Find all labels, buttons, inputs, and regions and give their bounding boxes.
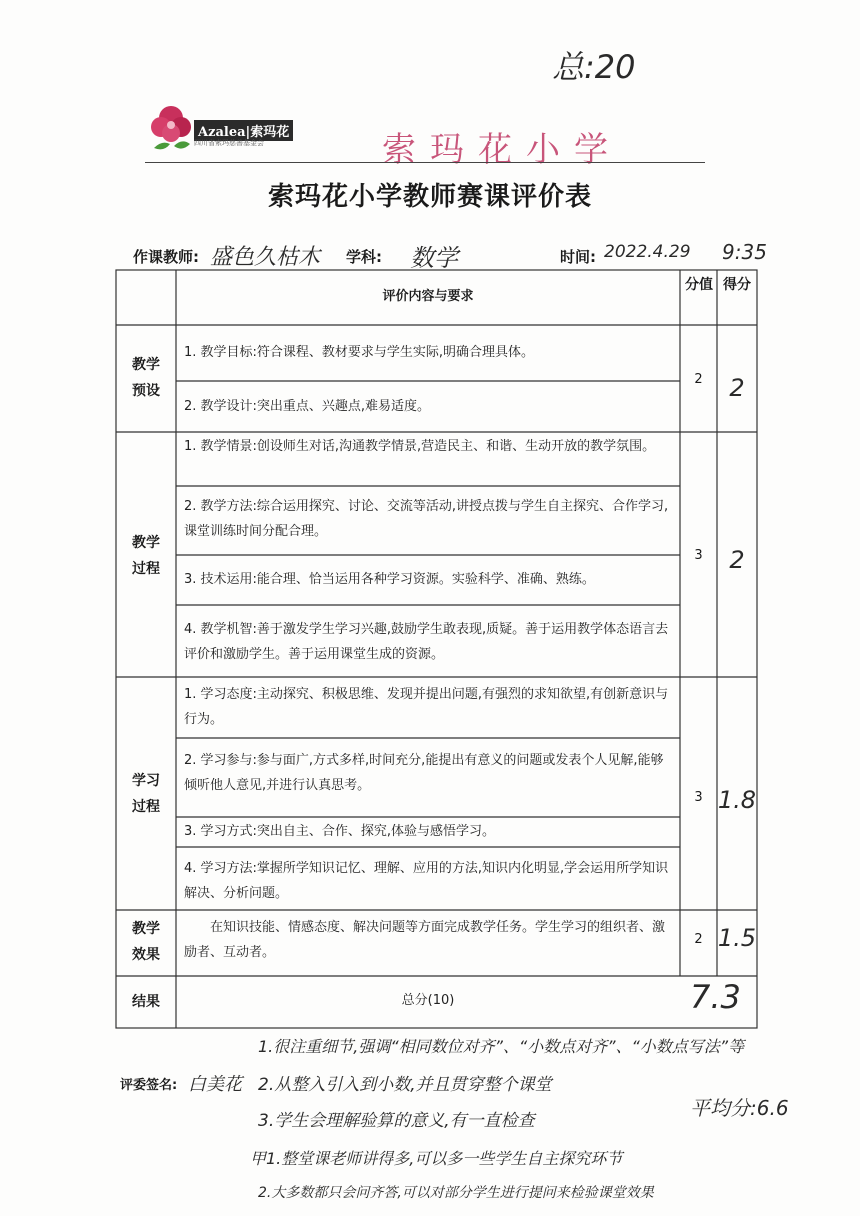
section-label-teaching-effect: 教学效果 <box>132 921 160 963</box>
teacher-name: 盛色久枯木 <box>210 245 321 270</box>
school-name: 索玛花小学 <box>382 130 622 170</box>
total-score-note: 总:20 <box>552 48 636 86</box>
item-learning-method: 4. 学习方法:掌握所学知识记忆、理解、应用的方法,知识内化明显,学会运用所学知识解决、分析问题。 <box>184 861 669 901</box>
section-label-learning-process: 学习过程 <box>132 773 160 815</box>
header-content: 评价内容与要求 <box>382 289 474 304</box>
item-teaching-design: 2. 教学设计:突出重点、兴趣点,难易适度。 <box>184 399 431 414</box>
document-title: 索玛花小学教师赛课评价表 <box>267 182 592 212</box>
logo-subtitle: 四川省索玛慈善基金会 <box>194 139 264 147</box>
item-teaching-scene: 1. 教学情景:创设师生对话,沟通教学情景,营造民主、和谐、生动开放的教学氛围。 <box>184 439 656 454</box>
subject-label: 学科: <box>346 248 382 266</box>
logo-wordmark: Azalea|索玛花 <box>194 120 293 141</box>
section-label-teaching-process: 教学过程 <box>132 535 160 577</box>
header-divider <box>145 162 705 163</box>
item-technology-use: 3. 技术运用:能合理、恰当运用各种学习资源。实验科学、准确、熟练。 <box>184 572 595 587</box>
item-teaching-effect: 在知识技能、情感态度、解决问题等方面完成教学任务。学生学习的组织者、激励者、互动者。 <box>184 920 666 960</box>
score-teaching-plan: 2 <box>729 374 745 402</box>
points-teaching-plan: 2 <box>694 372 703 387</box>
time-extra: 9:35 <box>722 240 767 264</box>
average-score: 平均分:6.6 <box>690 1096 789 1120</box>
item-learning-attitude: 1. 学习态度:主动探究、积极思维、发现并提出问题,有强烈的求知欲望,有创新意识与行为。 <box>184 687 669 727</box>
points-teaching-process: 3 <box>694 548 703 563</box>
time-label: 时间: <box>560 248 596 266</box>
comment-1: 1.很注重细节,强调“相同数位对齐”、“小数点对齐”、“小数点写法”等 <box>258 1037 745 1056</box>
comment-4: 甲1.整堂课老师讲得多,可以多一些学生自主探究环节 <box>250 1149 623 1168</box>
header-score: 得分 <box>723 277 751 293</box>
score-teaching-process: 2 <box>729 546 745 574</box>
time-value: 2022.4.29 <box>604 242 691 262</box>
score-teaching-effect: 1.5 <box>717 924 757 952</box>
comment-5: 2.大多数都只会问齐答,可以对部分学生进行提问来检验课堂效果 <box>258 1185 654 1201</box>
comment-3: 3.学生会理解验算的意义,有一直检查 <box>258 1111 535 1131</box>
item-learning-participation: 2. 学习参与:参与面广,方式多样,时间充分,能提出有意义的问题或发表个人见解,能够倾听他人意见,并进行认真思考。 <box>184 753 664 793</box>
section-label-teaching-plan: 教学预设 <box>132 357 160 399</box>
header-points: 分值 <box>685 277 713 293</box>
points-teaching-effect: 2 <box>694 932 703 947</box>
judge-signature-label: 评委签名: <box>120 1078 178 1093</box>
points-learning-process: 3 <box>694 790 703 805</box>
azalea-flower-logo <box>148 100 194 154</box>
item-teaching-wit: 4. 教学机智:善于激发学生学习兴趣,鼓励学生敢表现,质疑。善于运用教学体态语言去评价和激励学生。善于运用课堂生成的资源。 <box>184 622 669 662</box>
judge-signature: 白美花 <box>188 1074 242 1095</box>
item-teaching-method: 2. 教学方法:综合运用探究、讨论、交流等活动,讲授点拨与学生自主探究、合作学习,课堂训练时间分配合理。 <box>184 499 669 539</box>
subject-value: 数学 <box>410 244 458 272</box>
item-teaching-goal: 1. 教学目标:符合课程、教材要求与学生实际,明确合理具体。 <box>184 345 535 360</box>
comment-2: 2.从整入引入到小数,并且贯穿整个课堂 <box>258 1075 552 1095</box>
item-learning-style: 3. 学习方式:突出自主、合作、探究,体验与感悟学习。 <box>184 824 496 839</box>
score-learning-process: 1.8 <box>717 786 757 814</box>
total-score-label: 总分(10) <box>401 993 455 1008</box>
result-label: 结果 <box>132 994 160 1010</box>
teacher-label: 作课教师: <box>133 248 199 266</box>
total-score-value: 7.3 <box>690 978 741 1016</box>
